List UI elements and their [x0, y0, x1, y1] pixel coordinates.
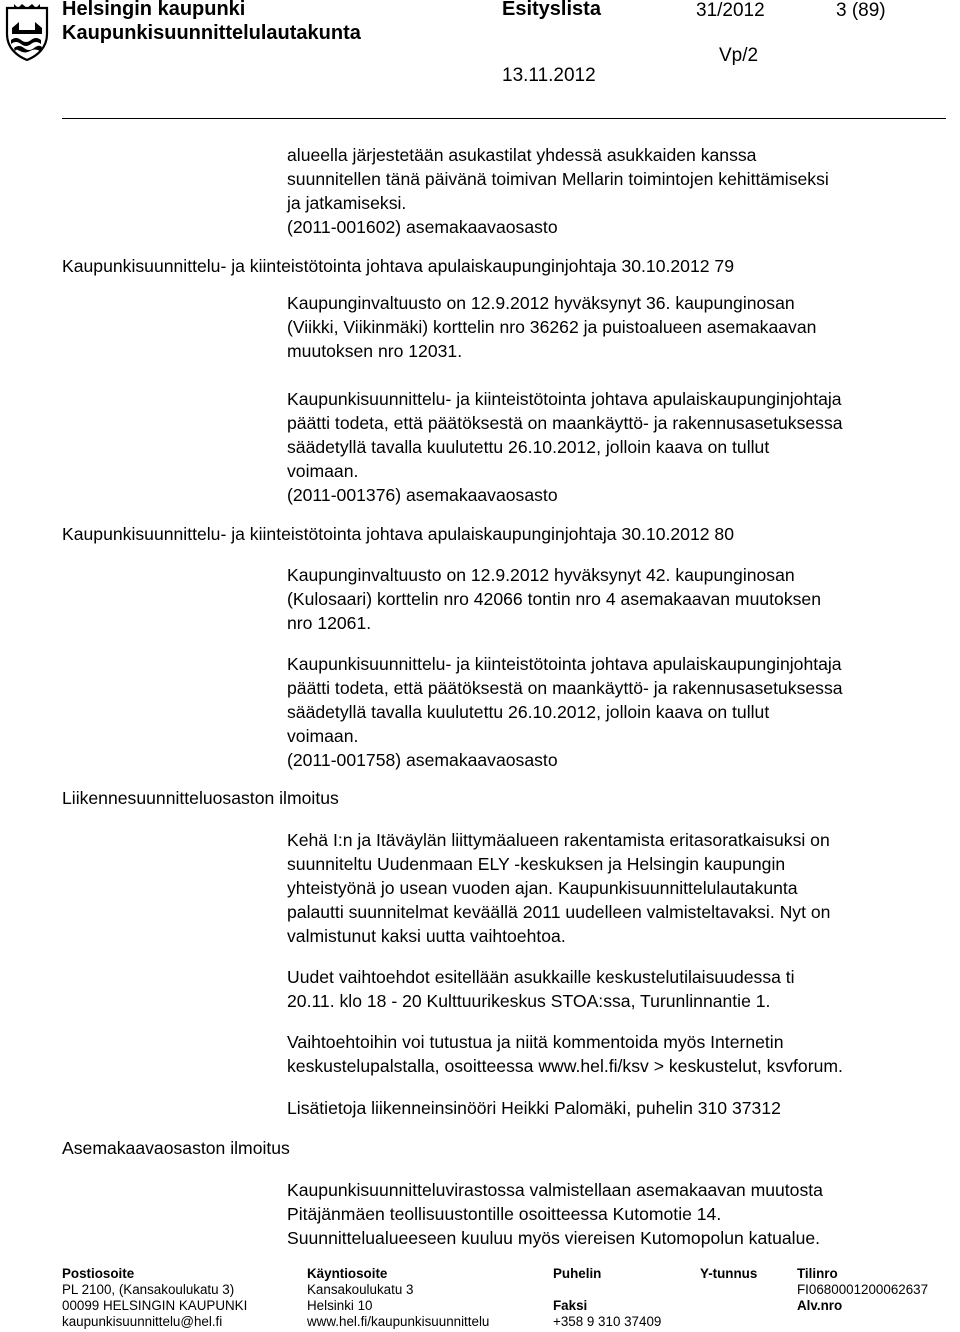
paragraph-traffic-online: Vaihtoehtoihin voi tutustua ja niitä kommentoida myös Internetin keskustelupalstalla, osoitteessa www.hel.fi/ksv > keskustelut, ksvforum. [287, 1032, 843, 1076]
footer-email: kaupunkisuunnittelu@hel.fi [62, 1314, 223, 1329]
footer-fax-number: +358 9 310 37409 [553, 1314, 662, 1329]
decision-heading-79: Kaupunkisuunnittelu- ja kiinteistötointa johtava apulaiskaupunginjohtaja 30.10.2012 79 [62, 256, 734, 276]
document-type: Esityslista [502, 0, 601, 20]
paragraph-traffic-event: Uudet vaihtoehdot esitellään asukkaille keskustelutilaisuudessa ti 20.11. klo 18 - 20 Kulttuurikeskus STOA:ssa, Turunlinnantie 1. [287, 967, 795, 1011]
footer-account-number: FI0680001200062637 [797, 1282, 929, 1297]
footer-postal-line-2: 00099 HELSINGIN KAUPUNKI [62, 1298, 248, 1313]
footer-postal-label: Postiosoite [62, 1266, 135, 1281]
paragraph-80-decision: Kaupunkisuunnittelu- ja kiinteistötointa johtava apulaiskaupunginjohtaja päätti todeta, että päätöksestä on maankäyttö- ja rakennusasetuksessa säädetyllä tavalla kuulutettu 26.10.2012, jolloin kaava on tullut voimaan. (2011-001758) asemakaavaosasto [287, 654, 843, 770]
decision-heading-80: Kaupunkisuunnittelu- ja kiinteistötointa johtava apulaiskaupunginjohtaja 30.10.2012 80 [62, 524, 734, 544]
side-heading-zoning: Asemakaavaosaston ilmoitus [62, 1138, 290, 1158]
section-code: Vp/2 [719, 45, 759, 66]
paragraph-traffic-contact: Lisätietoja liikenneinsinööri Heikki Palomäki, puhelin 310 37312 [287, 1098, 781, 1118]
footer-visit-line-1: Kansakoulukatu 3 [307, 1282, 414, 1297]
header-divider [62, 118, 946, 119]
footer-vat-label: Alv.nro [797, 1298, 843, 1313]
paragraph-zoning-change: Kaupunkisuunnitteluvirastossa valmistellaan asemakaavan muutosta Pitäjänmäen teollisuustontille osoitteessa Kutomotie 14. Suunnittelualueeseen kuuluu myös viereisen Kutomopolun katualue. [287, 1180, 823, 1248]
footer-visit-line-2: Helsinki 10 [307, 1298, 373, 1313]
footer-ytunnus-label: Y-tunnus [700, 1266, 758, 1281]
paragraph-79-decision: Kaupunkisuunnittelu- ja kiinteistötointa johtava apulaiskaupunginjohtaja päätti todeta, että päätöksestä on maankäyttö- ja rakennusasetuksessa säädetyllä tavalla kuulutettu 26.10.2012, jolloin kaava on tullut voimaan. (2011-001376) asemakaavaosasto [287, 389, 843, 505]
footer-postal-line-1: PL 2100, (Kansakoulukatu 3) [62, 1282, 235, 1297]
helsinki-crest-icon [4, 4, 50, 62]
footer-fax-label: Faksi [553, 1298, 588, 1313]
committee-name: Kaupunkisuunnittelulautakunta [62, 22, 361, 44]
footer-phone-label: Puhelin [553, 1266, 602, 1281]
issue-number: 31/2012 [696, 0, 765, 21]
footer-website: www.hel.fi/kaupunkisuunnittelu [307, 1314, 490, 1329]
organization-name: Helsingin kaupunki [62, 0, 246, 20]
footer-visit-label: Käyntiosoite [307, 1266, 388, 1281]
paragraph-80-approval: Kaupunginvaltuusto on 12.9.2012 hyväksynyt 42. kaupunginosan (Kulosaari) korttelin nro 42066 tontin nro 4 asemakaavan muutoksen nro 12061. [287, 565, 821, 633]
paragraph-mellari: alueella järjestetään asukastilat yhdessä asukkaiden kanssa suunnitellen tänä päivänä toimivan Mellarin toimintojen kehittämiseksi ja jatkamiseksi. (2011-001602) asemakaavaosasto [287, 145, 829, 237]
footer-account-label: Tilinro [797, 1266, 838, 1281]
paragraph-traffic-plan: Kehä I:n ja Itäväylän liittymäalueen rakentamista eritasoratkaisuksi on suunniteltu Uudenmaan ELY -keskuksen ja Helsingin kaupungin yhteistyönä jo usean vuoden ajan. Kaupunkisuunnittelulautakunta palautti suunnitelmat keväällä 2011 uudelleen valmisteltavaksi. Nyt on valmistunut kaksi uutta vaihtoehtoa. [287, 830, 831, 946]
side-heading-traffic: Liikennesuunnitteluosaston ilmoitus [62, 788, 339, 808]
paragraph-79-approval: Kaupunginvaltuusto on 12.9.2012 hyväksynyt 36. kaupunginosan (Viikki, Viikinmäki) korttelin nro 36262 ja puistoalueen asemakaavan muutoksen nro 12031. [287, 293, 817, 361]
meeting-date: 13.11.2012 [502, 65, 596, 86]
page-number: 3 (89) [836, 0, 886, 21]
